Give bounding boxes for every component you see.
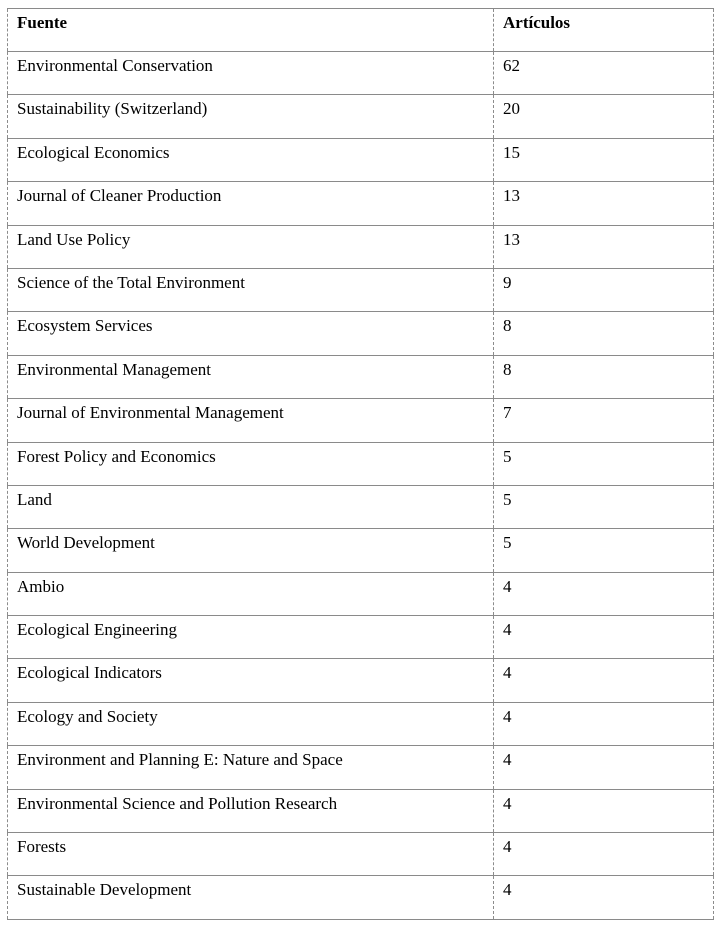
source-cell: Journal of Environmental Management bbox=[8, 399, 494, 442]
source-cell: Forests bbox=[8, 833, 494, 876]
articles-cell: 13 bbox=[494, 182, 714, 225]
table-row bbox=[8, 485, 714, 528]
source-cell: Environmental Management bbox=[8, 355, 494, 398]
source-cell: Sustainable Development bbox=[8, 876, 494, 919]
table-row bbox=[8, 182, 714, 225]
header-articles: Artículos bbox=[494, 9, 714, 52]
articles-cell: 20 bbox=[494, 95, 714, 138]
articles-cell: 13 bbox=[494, 225, 714, 268]
table-row bbox=[8, 789, 714, 832]
source-cell: Journal of Cleaner Production bbox=[8, 182, 494, 225]
table-row bbox=[8, 746, 714, 789]
source-cell: Forest Policy and Economics bbox=[8, 442, 494, 485]
source-cell: Ecological Economics bbox=[8, 138, 494, 181]
source-cell: Environmental Conservation bbox=[8, 52, 494, 95]
source-cell: Land bbox=[8, 485, 494, 528]
table-row bbox=[8, 138, 714, 181]
articles-cell: 4 bbox=[494, 616, 714, 659]
articles-cell: 8 bbox=[494, 355, 714, 398]
header-source: Fuente bbox=[8, 9, 494, 52]
articles-cell: 62 bbox=[494, 52, 714, 95]
source-cell: Ecology and Society bbox=[8, 702, 494, 745]
sources-table bbox=[7, 8, 714, 920]
articles-cell: 4 bbox=[494, 572, 714, 615]
table-row bbox=[8, 833, 714, 876]
source-cell: Environmental Science and Pollution Research bbox=[8, 789, 494, 832]
articles-cell: 8 bbox=[494, 312, 714, 355]
articles-cell: 5 bbox=[494, 485, 714, 528]
articles-cell: 5 bbox=[494, 442, 714, 485]
source-cell: Ambio bbox=[8, 572, 494, 615]
table-header-row bbox=[8, 9, 714, 52]
table-row bbox=[8, 442, 714, 485]
articles-cell: 5 bbox=[494, 529, 714, 572]
table-row bbox=[8, 702, 714, 745]
source-cell: World Development bbox=[8, 529, 494, 572]
table-row bbox=[8, 399, 714, 442]
articles-cell: 4 bbox=[494, 789, 714, 832]
table-row bbox=[8, 659, 714, 702]
source-cell: Ecological Engineering bbox=[8, 616, 494, 659]
table-row bbox=[8, 572, 714, 615]
articles-cell: 4 bbox=[494, 659, 714, 702]
source-cell: Environment and Planning E: Nature and Space bbox=[8, 746, 494, 789]
source-cell: Ecosystem Services bbox=[8, 312, 494, 355]
table-body bbox=[8, 52, 714, 920]
articles-cell: 9 bbox=[494, 268, 714, 311]
articles-cell: 4 bbox=[494, 833, 714, 876]
articles-cell: 7 bbox=[494, 399, 714, 442]
source-cell: Science of the Total Environment bbox=[8, 268, 494, 311]
table-row bbox=[8, 225, 714, 268]
source-cell: Sustainability (Switzerland) bbox=[8, 95, 494, 138]
table-row bbox=[8, 355, 714, 398]
table-row bbox=[8, 52, 714, 95]
table-row bbox=[8, 312, 714, 355]
articles-cell: 4 bbox=[494, 876, 714, 919]
table-row bbox=[8, 529, 714, 572]
table-row bbox=[8, 268, 714, 311]
source-cell: Land Use Policy bbox=[8, 225, 494, 268]
table-row bbox=[8, 876, 714, 919]
table-row bbox=[8, 95, 714, 138]
table-row bbox=[8, 616, 714, 659]
articles-cell: 4 bbox=[494, 746, 714, 789]
articles-cell: 15 bbox=[494, 138, 714, 181]
source-cell: Ecological Indicators bbox=[8, 659, 494, 702]
articles-cell: 4 bbox=[494, 702, 714, 745]
